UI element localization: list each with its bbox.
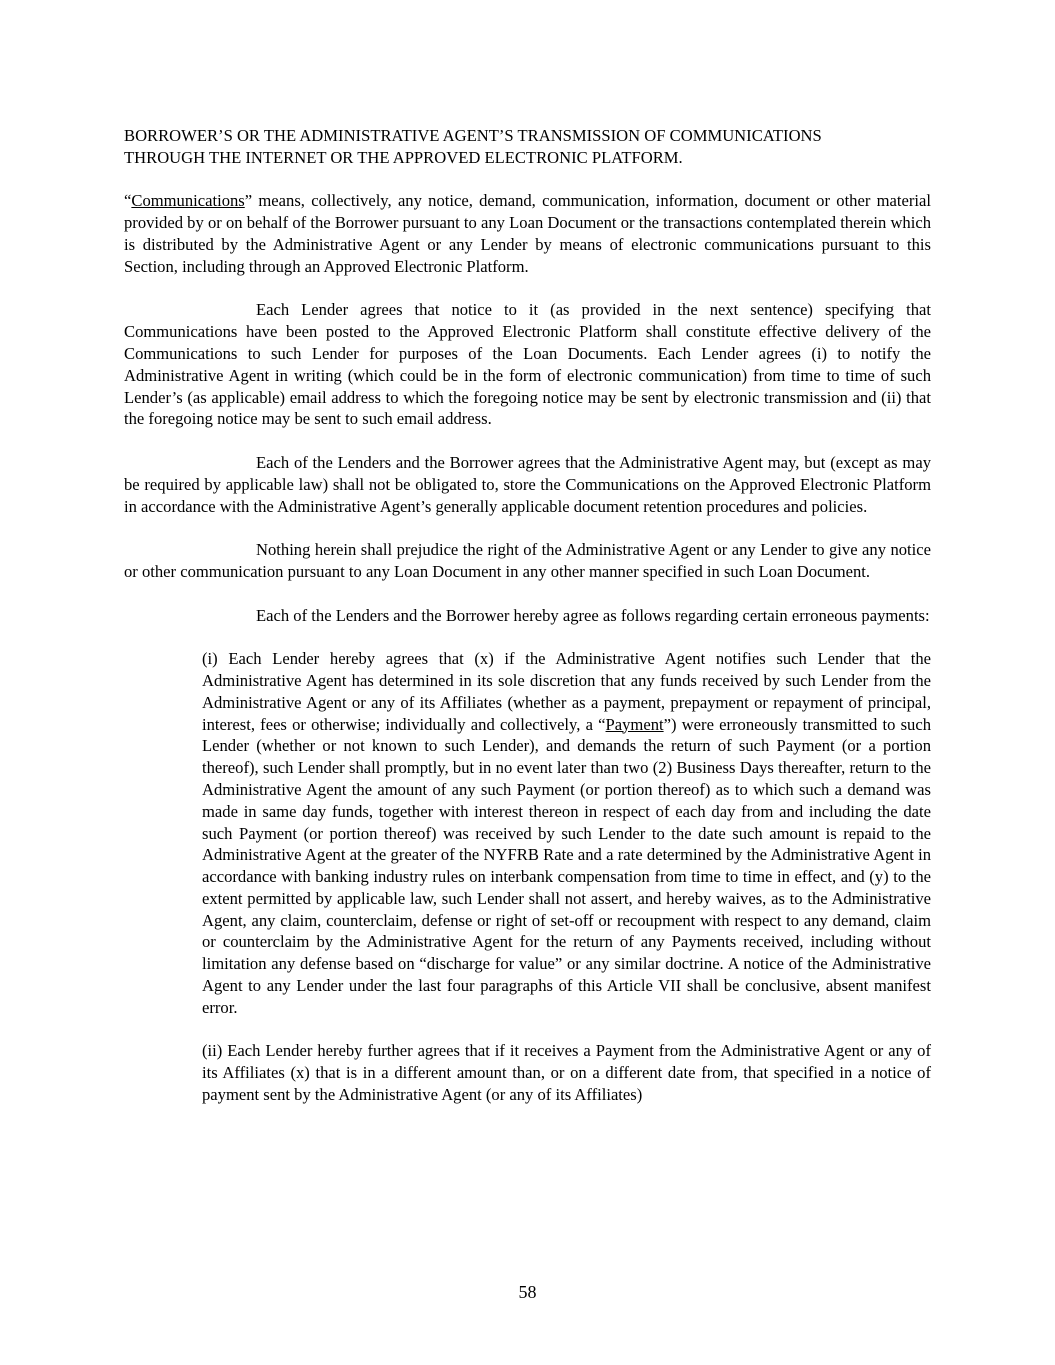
paragraph-no-prejudice: Nothing herein shall prejudice the right of the Administrative Agent or any Lender to give any notice or other communication pursuant to any Loan Document in any other manner specified in such Loan Document. (124, 540, 931, 581)
page-number: 58 (518, 1282, 537, 1302)
definition-body: ” means, collectively, any notice, demand, communication, information, document or other material provided by or on behalf of the Borrower pursuant to any Loan Document or the transactions contemplated therein which is distributed by the Administrative Agent or any Lender by means of electronic communications pursuant to this Section, including through an Approved Electronic Platform. (124, 191, 931, 276)
clause-i-text-after: ”) were erroneously transmitted to such Lender (whether or not known to such Lender), and demands the return of such Payment (or a portion thereof), such Lender shall promptly, but in no event later than two (2) Business Days thereafter, return to the Administrative Agent the amount of any such Payment (or portion thereof) as to which such a demand was made in same day funds, together with interest thereon in respect of each day from and including the date such Payment (or portion thereof) was received by such Lender to the date such amount is repaid to the Administrative Agent at the greater of the NYFRB Rate and a rate determined by the Administrative Agent in accordance with banking industry rules on interbank compensation from time to time in effect, and (y) to the extent permitted by applicable law, such Lender shall not assert, and hereby waives, as to the Administrative Agent, any claim, counterclaim, defense or right of set-off or recoupment with respect to any demand, claim or counterclaim by the Administrative Agent for the return of any Payments received, including without limitation any defense based on “discharge for value” or any similar doctrine. A notice of the Administrative Agent to any Lender under the last four paragraphs of this Article VII shall be conclusive, absent manifest error. (202, 714, 931, 1017)
clause-ii: (ii) Each Lender hereby further agrees that if it receives a Payment from the Administrative Agent or any of its Affiliates (x) that is in a different amount than, or on a different date from, that specified in a notice of payment sent by the Administrative Agent (or any of its Affiliates) (202, 1041, 931, 1105)
paragraph-erroneous-payments-intro: Each of the Lenders and the Borrower hereby agree as follows regarding certain erroneous payments: (256, 605, 930, 625)
section-heading-line-2: THROUGH THE INTERNET OR THE APPROVED ELECTRONIC PLATFORM. (124, 147, 683, 167)
defined-term-communications: Communications (131, 191, 245, 211)
section-heading (124, 125, 931, 169)
communications-definition (124, 190, 931, 277)
paragraph-storage-of-communications: Each of the Lenders and the Borrower agrees that the Administrative Agent may, but (except as may be required by applicable law) shall not be obligated to, store the Communications on the Approved Electronic Platform in accordance with the Administrative Agent’s generally applicable document retention procedures and policies. (124, 452, 931, 516)
clause-i-text-before: (i) Each Lender hereby agrees that (x) if the Administrative Agent notifies such Lender that the Administrative Agent has determined in its sole discretion that any funds received by such Lender from the Administrative Agent or any of its Affiliates (whether as a payment, prepayment or repayment of principal, interest, fees or otherwise; individually and collectively, a “ (202, 649, 931, 734)
clause-i (202, 648, 931, 1019)
paragraph-notice-of-posting: Each Lender agrees that notice to it (as provided in the next sentence) specifying that Communications have been posted to the Approved Electronic Platform shall constitute effective delivery of the Communications to such Lender for purposes of the Loan Documents. Each Lender agrees (i) to notify the Administrative Agent in writing (which could be in the form of electronic communication) from time to time of such Lender’s (as applicable) email address to which the foregoing notice may be sent by electronic transmission and (ii) that the foregoing notice may be sent to such email address. (124, 300, 931, 429)
section-heading-line-1: BORROWER’S OR THE ADMINISTRATIVE AGENT’S TRANSMISSION OF COMMUNICATIONS (124, 126, 822, 145)
defined-term-payment: Payment (605, 714, 664, 734)
document-page (124, 125, 931, 1106)
open-quote: “ (124, 191, 132, 211)
